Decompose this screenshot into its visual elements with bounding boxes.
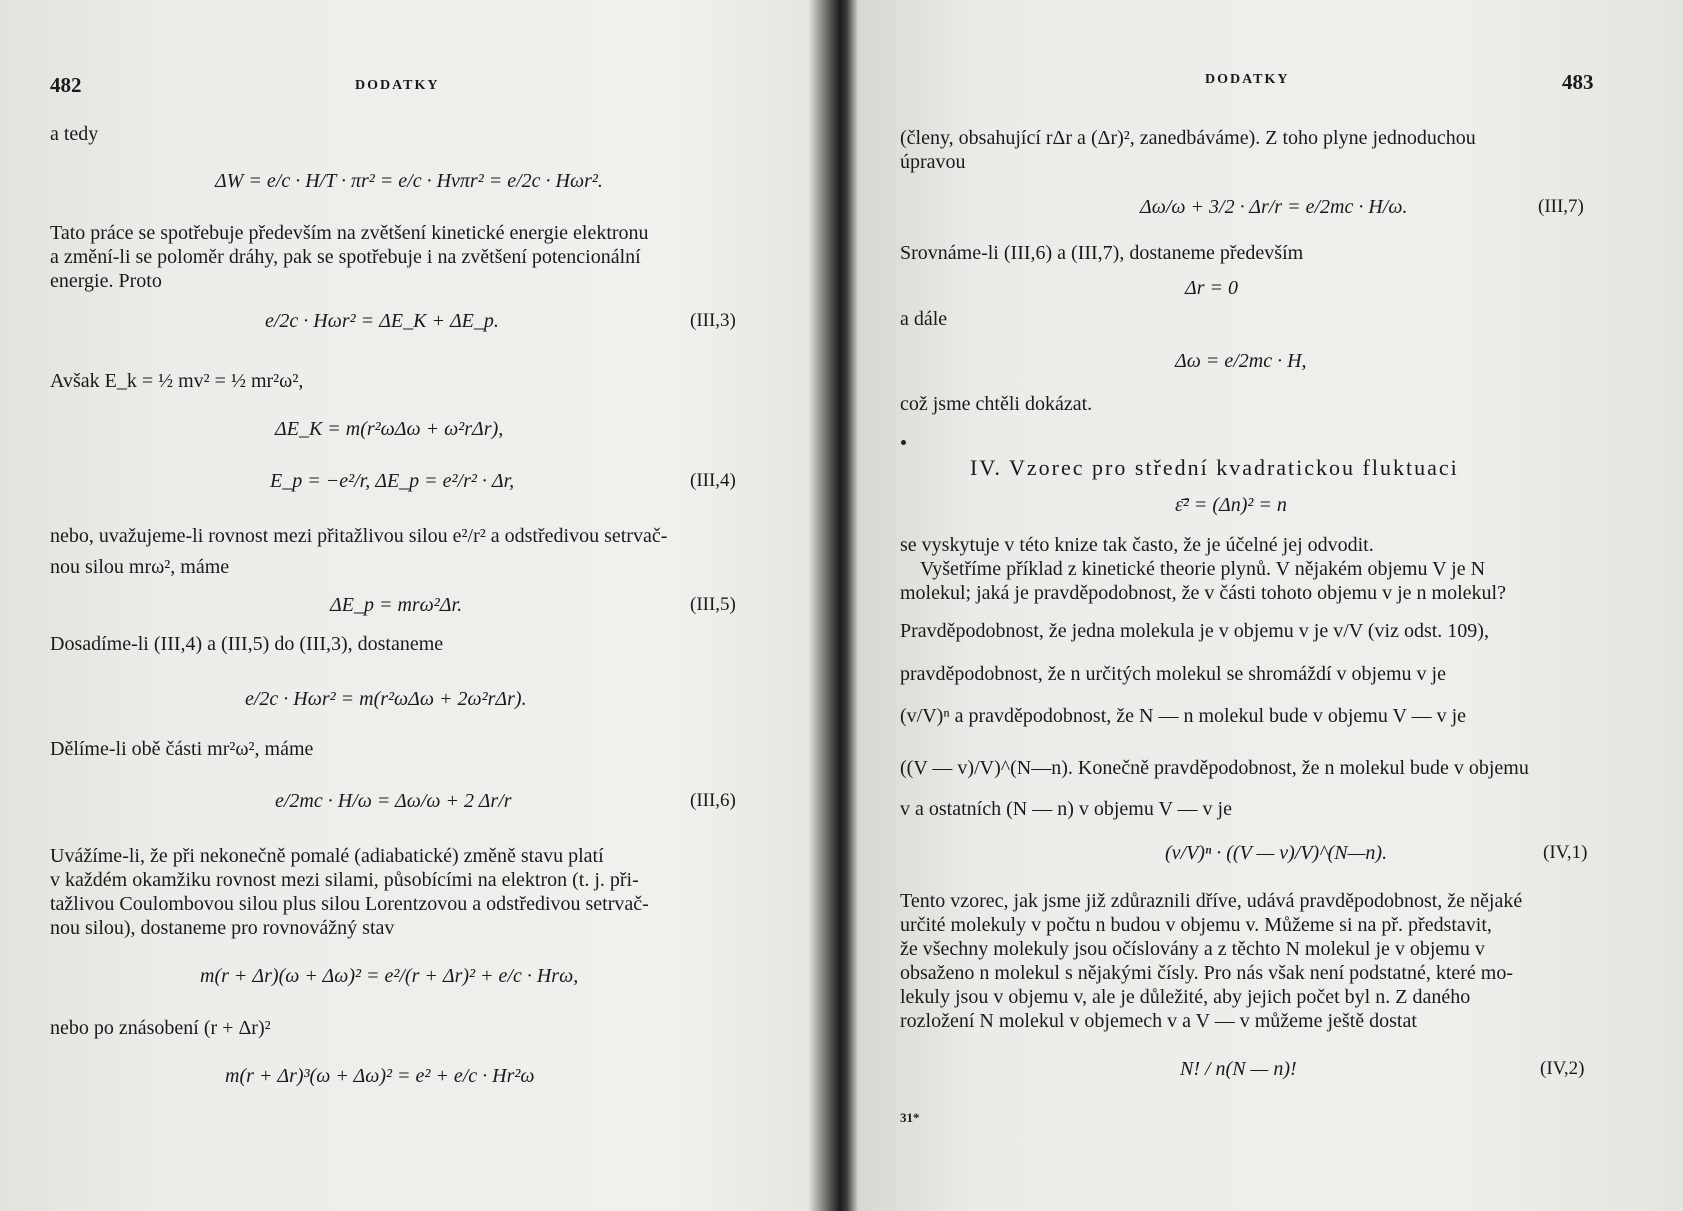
- equation: N! / n(N — n)!: [1180, 1058, 1297, 1080]
- text-line: určité molekuly v počtu n budou v objemu v. Můžeme si na př. představit,: [900, 914, 1492, 936]
- text-line: ((V — v)/V)^(N—n). Konečně pravděpodobnost, že n molekul bude v objemu: [900, 757, 1529, 779]
- equation: m(r + Δr)(ω + Δω)² = e²/(r + Δr)² + e/c · Hrω,: [200, 965, 579, 987]
- text-line: Tato práce se spotřebuje především na zvětšení kinetické energie elektronu: [50, 222, 649, 244]
- text-line: a tedy: [50, 123, 99, 145]
- text-line: Tento vzorec, jak jsme již zdůraznili dříve, udává pravděpodobnost, že nějaké: [900, 890, 1523, 912]
- text-line: že všechny molekuly jsou očíslovány a z těchto N molekul je v objemu v: [900, 938, 1485, 960]
- right-page: [850, 0, 1683, 1211]
- text-line: úpravou: [900, 151, 966, 173]
- text-line: (členy, obsahující rΔr a (Δr)², zanedbáváme). Z toho plyne jednoduchou: [900, 127, 1476, 149]
- text-line: nou silou mrω², máme: [50, 556, 230, 578]
- text-line: Vyšetříme příklad z kinetické theorie plynů. V nějakém objemu V je N: [920, 558, 1486, 580]
- equation-tag: (III,6): [690, 790, 736, 811]
- text-line: rozložení N molekul v objemech v a V — v můžeme ještě dostat: [900, 1010, 1417, 1032]
- equation: e/2mc · H/ω = Δω/ω + 2 Δr/r: [275, 790, 512, 812]
- equation: Δω = e/2mc · H,: [1175, 350, 1307, 372]
- equation-tag: (III,3): [690, 310, 736, 331]
- text-line: což jsme chtěli dokázat.: [900, 393, 1093, 415]
- page-number: 483: [1562, 70, 1594, 94]
- text-line: Pravděpodobnost, že jedna molekula je v objemu v je v/V (viz odst. 109),: [900, 620, 1489, 642]
- text-line: tažlivou Coulombovou silou plus silou Lorentzovou a odstředivou setrvač-: [50, 893, 649, 915]
- equation: Δr = 0: [1185, 277, 1239, 299]
- equation-tag: (IV,2): [1540, 1058, 1585, 1079]
- text-line: v a ostatních (N — n) v objemu V — v je: [900, 798, 1232, 820]
- equation: ΔW = e/c · H/T · πr² = e/c · Hνπr² = e/2c · Hωr².: [215, 170, 603, 192]
- equation: Δω/ω + 3/2 · Δr/r = e/2mc · H/ω.: [1140, 196, 1408, 218]
- equation-tag: (IV,1): [1543, 842, 1588, 863]
- text-line: obsaženo n molekul s nějakými čísly. Pro nás však není podstatné, které mo-: [900, 962, 1514, 984]
- equation: ε̄² = (Δn)² = n: [1175, 494, 1287, 516]
- text-line: Uvážíme-li, že při nekonečně pomalé (adiabatické) změně stavu platí: [50, 845, 604, 867]
- text-line: Dosadíme-li (III,4) a (III,5) do (III,3), dostaneme: [50, 633, 444, 655]
- text-line: lekuly jsou v objemu v, ale je důležité, aby jejich počet byl n. Z daného: [900, 986, 1471, 1008]
- equation: m(r + Δr)³(ω + Δω)² = e² + e/c · Hr²ω: [225, 1065, 535, 1087]
- running-head: DODATKY: [355, 78, 440, 93]
- equation: ΔE_K = m(r²ωΔω + ω²rΔr),: [275, 418, 504, 440]
- text-line: v každém okamžiku rovnost mezi silami, působícími na elektron (t. j. při-: [50, 869, 639, 891]
- text-line: a změní-li se poloměr dráhy, pak se spotřebuje i na zvětšení potencionální: [50, 246, 641, 268]
- equation-tag: (III,4): [690, 470, 736, 491]
- equation: ΔE_p = mrω²Δr.: [330, 594, 463, 616]
- equation: E_p = −e²/r, ΔE_p = e²/r² · Δr,: [270, 470, 515, 492]
- equation-tag: (III,7): [1538, 196, 1584, 217]
- section-heading: IV. Vzorec pro střední kvadratickou fluktuaci: [970, 455, 1459, 480]
- equation: e/2c · Hωr² = m(r²ωΔω + 2ω²rΔr).: [245, 688, 527, 710]
- text-line: energie. Proto: [50, 270, 162, 292]
- text-line: nou silou), dostaneme pro rovnovážný stav: [50, 917, 395, 939]
- text-line: Dělíme-li obě části mr²ω², máme: [50, 738, 314, 760]
- equation: (v/V)ⁿ · ((V — v)/V)^(N—n).: [1165, 842, 1388, 864]
- text-line: pravděpodobnost, že n určitých molekul se shromáždí v objemu v je: [900, 663, 1446, 685]
- text-line: molekul; jaká je pravděpodobnost, že v části tohoto objemu v je n molekul?: [900, 582, 1506, 604]
- text-line: Srovnáme-li (III,6) a (III,7), dostaneme především: [900, 242, 1304, 264]
- signature-mark: 31*: [900, 1110, 920, 1125]
- text-line: nebo po znásobení (r + Δr)²: [50, 1017, 271, 1039]
- running-head: DODATKY: [1205, 72, 1290, 87]
- text-line: a dále: [900, 308, 948, 330]
- text-line: se vyskytuje v této knize tak často, že je účelné jej odvodit.: [900, 534, 1374, 556]
- left-page: [0, 0, 820, 1211]
- stray-dot: [901, 440, 906, 445]
- text-line: (v/V)ⁿ a pravděpodobnost, že N — n molekul bude v objemu V — v je: [900, 705, 1467, 727]
- equation-tag: (III,5): [690, 594, 736, 615]
- equation: e/2c · Hωr² = ΔE_K + ΔE_p.: [265, 310, 499, 332]
- page-number: 482: [50, 73, 82, 97]
- text-line: nebo, uvažujeme-li rovnost mezi přitažlivou silou e²/r² a odstředivou setrvač-: [50, 525, 668, 547]
- text-line: Avšak E_k = ½ mv² = ½ mr²ω²,: [50, 370, 304, 392]
